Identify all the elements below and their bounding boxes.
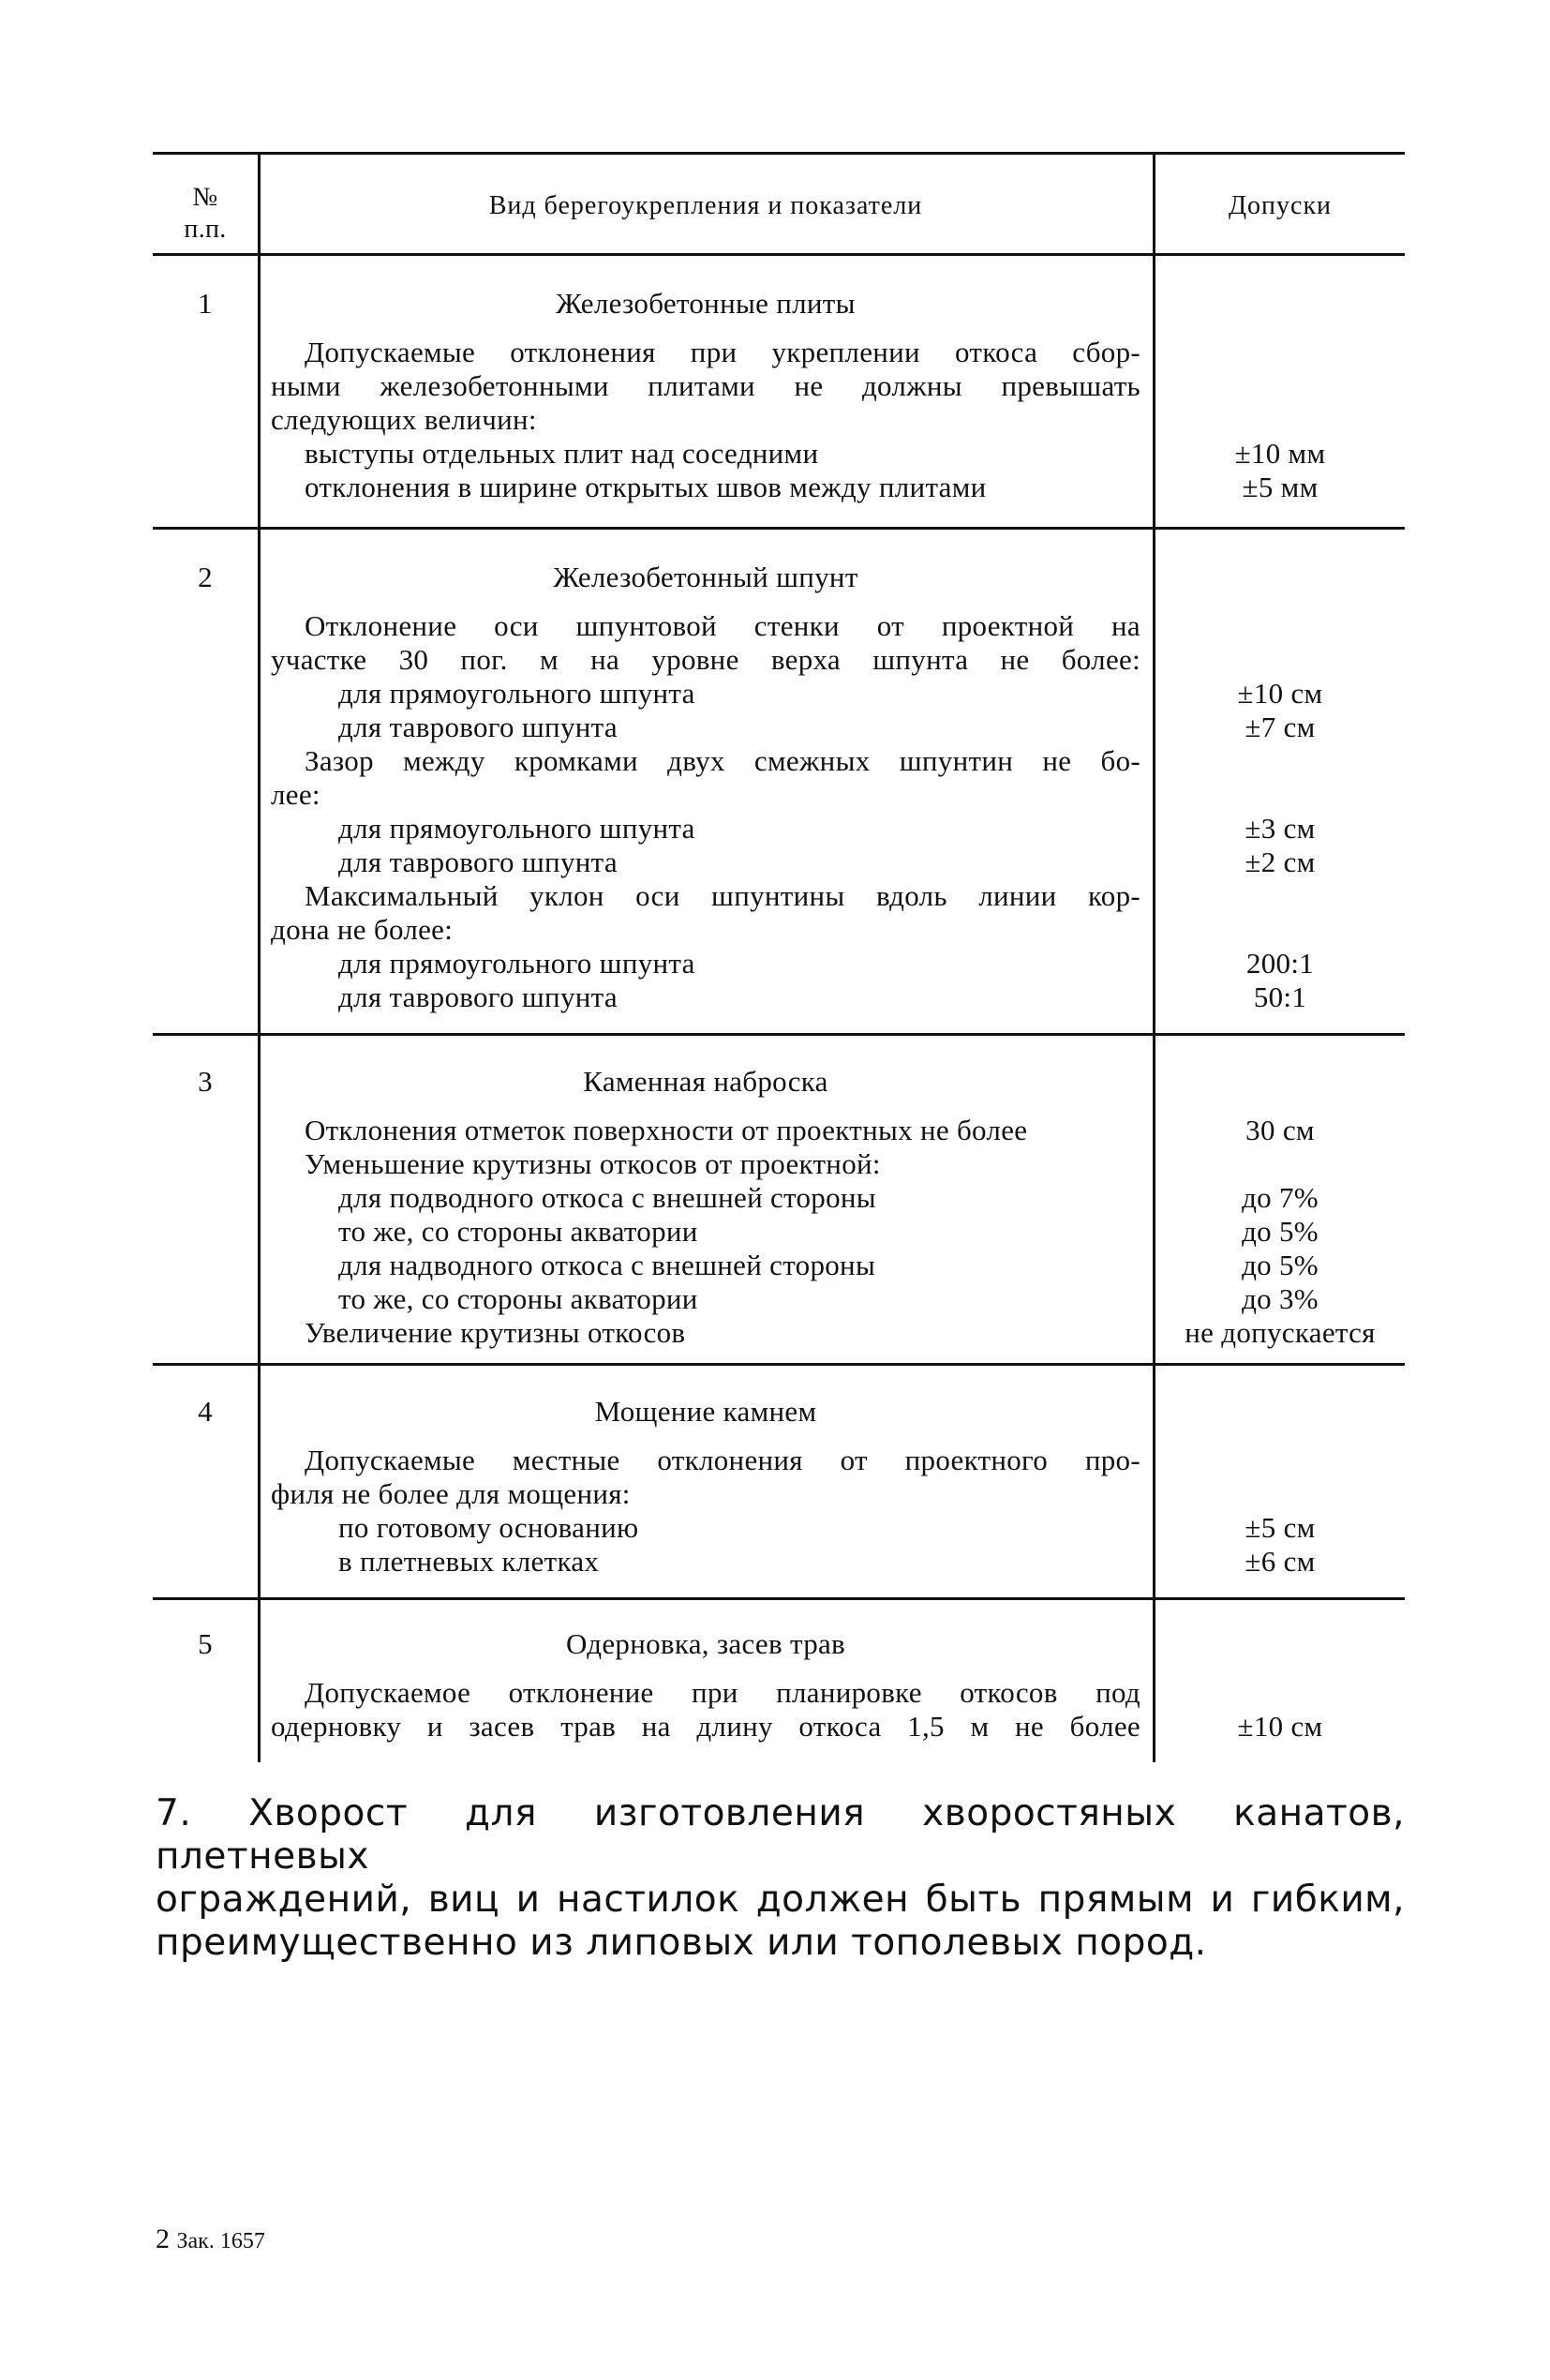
row-title: Железобетонные плиты — [556, 287, 856, 320]
row-description — [271, 1114, 1140, 1350]
tolerance-value: до 5% — [1242, 1215, 1319, 1248]
row-tolerances — [1155, 437, 1405, 504]
paragraph-line: преимущественно из липовых или тополевых пород. — [156, 1922, 1207, 1964]
paragraph-7 — [156, 1792, 1405, 1965]
description-line: для прямоугольного шпунта — [338, 812, 695, 845]
description-line: Отклонения отметок поверхности от проектных не более — [305, 1114, 1028, 1146]
description-line: Отклонение оси шпунтовой стенки от проектной на — [305, 609, 1140, 642]
description-line: для таврового шпунта — [338, 711, 618, 743]
description-line: для подводного откоса с внешней стороны — [338, 1181, 876, 1214]
description-line: Допускаемые отклонения при укреплении откоса сбор- — [305, 336, 1140, 368]
signature-number: 2 — [156, 2223, 170, 2254]
row-description — [271, 336, 1140, 504]
description-line: одерновку и засев трав на длину откоса 1,5 м не более — [271, 1710, 1140, 1743]
description-line: для таврового шпунта — [338, 980, 618, 1013]
tolerance-value: ±3 см — [1244, 812, 1316, 845]
header-number-abbr: п.п. — [184, 215, 227, 244]
paragraph-line: ограждений, виц и настилок должен быть прямым и гибким, — [156, 1879, 1405, 1921]
description-line: Увеличение крутизны откосов — [305, 1316, 686, 1349]
row-description — [271, 609, 1140, 1014]
row-divider — [153, 1033, 1405, 1036]
row-number: 1 — [198, 287, 213, 320]
tolerance-value: ±7 см — [1244, 711, 1316, 743]
row-description — [271, 1676, 1140, 1744]
description-line: дона не более: — [271, 913, 454, 946]
header-tolerances: Допуски — [1228, 191, 1333, 220]
row-divider — [153, 1363, 1405, 1366]
description-line: для прямоугольного шпунта — [338, 947, 695, 980]
row-number: 5 — [198, 1627, 213, 1660]
description-line: выступы отдельных плит над соседними — [305, 437, 819, 470]
row-divider — [153, 527, 1405, 530]
description-line: Допускаемое отклонение при планировке откосов под — [305, 1676, 1140, 1709]
row-tolerances — [1155, 812, 1405, 879]
tolerance-value: до 3% — [1242, 1282, 1319, 1315]
tolerance-value: ±10 мм — [1234, 437, 1326, 470]
description-line: для таврового шпунта — [338, 846, 618, 878]
row-tolerances — [1155, 1114, 1405, 1350]
row-number: 3 — [198, 1065, 213, 1098]
tolerance-value: 200:1 — [1245, 947, 1315, 980]
tolerance-value: до 7% — [1242, 1181, 1319, 1214]
description-line: Зазор между кромками двух смежных шпунтин не бо- — [305, 744, 1140, 777]
tolerance-value: до 5% — [1242, 1249, 1319, 1281]
tolerance-value: ±2 см — [1244, 846, 1316, 878]
tolerance-value: ±10 см — [1237, 1710, 1323, 1743]
row-tolerances — [1155, 1511, 1405, 1579]
description-line: следующих величин: — [271, 403, 537, 436]
row-divider — [153, 1597, 1405, 1600]
description-line: по готовому основанию — [338, 1511, 639, 1544]
header-bottom-rule — [153, 253, 1405, 256]
signature-order: Зак. 1657 — [176, 2229, 265, 2253]
description-line: для надводного откоса с внешней стороны — [338, 1249, 876, 1281]
row-tolerances — [1155, 1710, 1405, 1744]
description-line: для прямоугольного шпунта — [338, 677, 695, 710]
column-rule — [258, 152, 261, 1762]
description-line: то же, со стороны акватории — [338, 1215, 698, 1248]
tolerance-value: 50:1 — [1253, 980, 1307, 1013]
description-line: Допускаемые местные отклонения от проектного про- — [305, 1444, 1140, 1476]
tolerance-value: 30 см — [1245, 1114, 1315, 1146]
tolerance-value: ±6 см — [1244, 1545, 1316, 1578]
row-title: Одерновка, засев трав — [566, 1627, 845, 1660]
row-title: Железобетонный шпунт — [553, 561, 858, 593]
description-line: лее: — [271, 778, 320, 811]
description-line: филя не более для мощения: — [271, 1477, 631, 1510]
description-line: участке 30 пог. м на уровне верха шпунта не более: — [271, 643, 1140, 676]
table-top-rule — [153, 152, 1405, 155]
printer-signature — [156, 2223, 265, 2257]
description-line: ными железобетонными плитами не должны превышать — [271, 369, 1140, 402]
tolerance-value: ±5 см — [1244, 1511, 1316, 1544]
description-line: Уменьшение крутизны откосов от проектной: — [305, 1147, 881, 1180]
tolerance-value: не допускается — [1185, 1316, 1376, 1349]
tolerance-value: ±5 мм — [1242, 471, 1319, 503]
description-line: Максимальный уклон оси шпунтины вдоль линии кор- — [305, 879, 1140, 912]
header-number — [153, 182, 258, 246]
row-title: Мощение камнем — [594, 1395, 817, 1428]
description-line: в плетневых клетках — [338, 1545, 600, 1578]
description-line: отклонения в ширине открытых швов между плитами — [305, 471, 987, 503]
tolerance-value: ±10 см — [1237, 677, 1323, 710]
row-tolerances — [1155, 677, 1405, 744]
header-number-sign: № — [192, 183, 218, 212]
row-tolerances — [1155, 947, 1405, 1014]
row-number: 4 — [198, 1395, 213, 1428]
description-line: то же, со стороны акватории — [338, 1282, 698, 1315]
header-description: Вид берегоукрепления и показатели — [488, 191, 923, 220]
paragraph-line: 7. Хворост для изготовления хворостяных канатов, плетневых — [156, 1792, 1405, 1878]
row-title: Каменная наброска — [583, 1065, 828, 1098]
row-number: 2 — [198, 561, 213, 593]
row-description — [271, 1444, 1140, 1579]
